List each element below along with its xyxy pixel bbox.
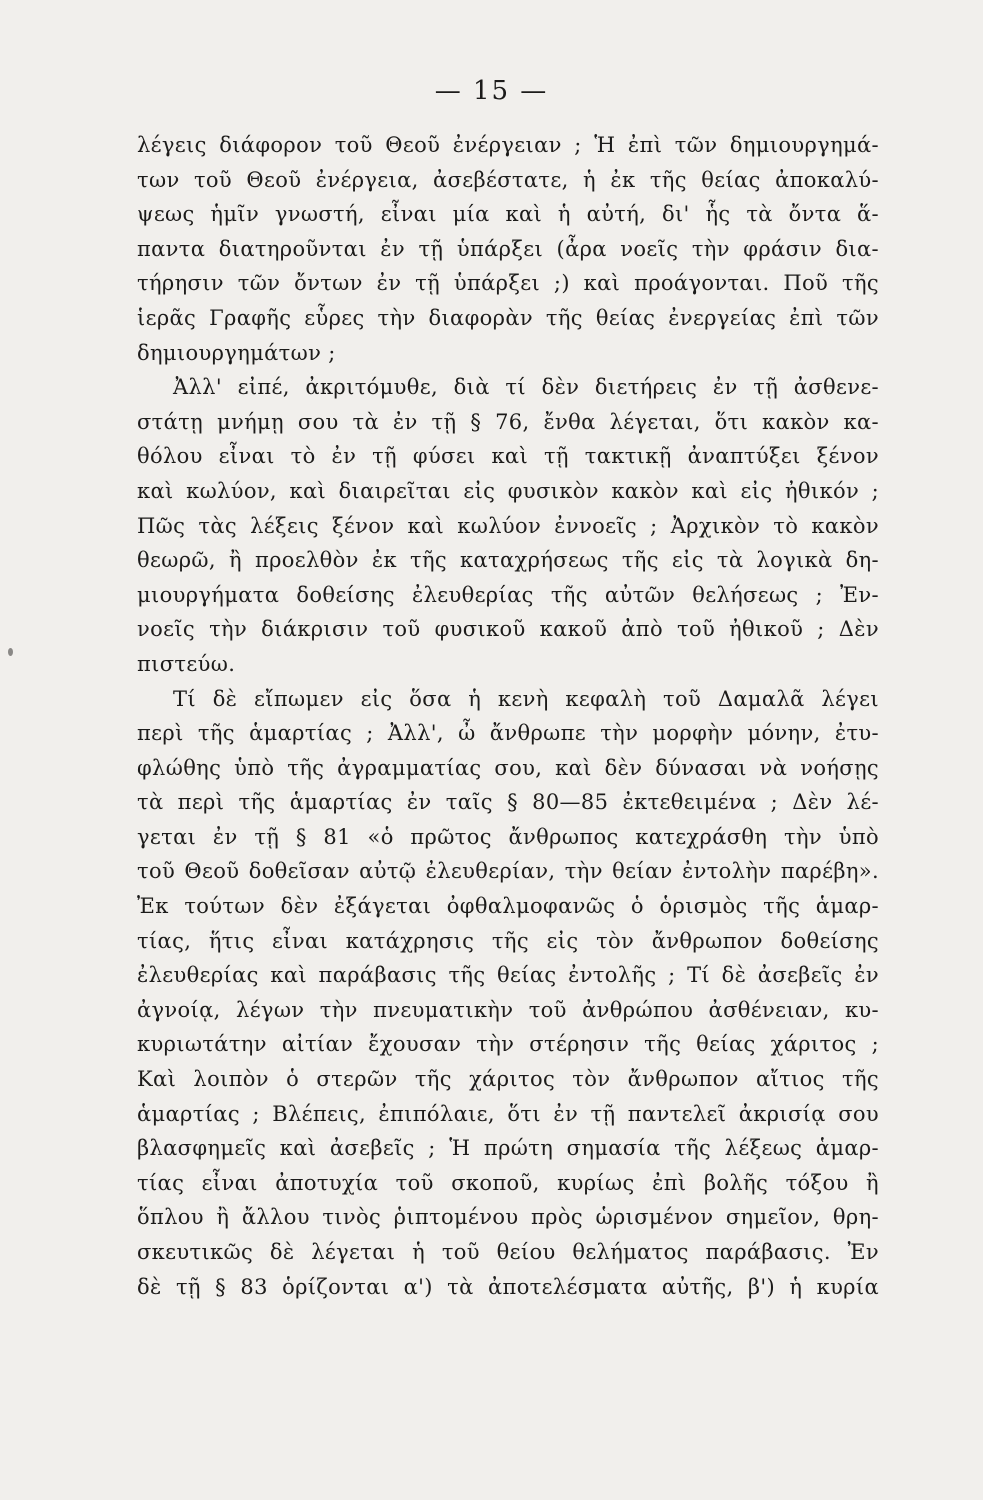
text-line: ὅπλου ἢ ἄλλου τινὸς ῥιπτομένου πρὸς ὡρισμένον σημεῖον, θρη- xyxy=(137,1205,879,1230)
text-line: ψεως ἡμῖν γνωστή, εἶναι μία καὶ ἡ αὐτή, δι' ἧς τὰ ὄντα ἅ- xyxy=(137,202,879,227)
text-line: τὰ περὶ τῆς ἁμαρτίας ἐν ταῖς § 80—85 ἐκτεθειμένα ; Δὲν λέ- xyxy=(137,790,879,815)
text-line: τήρησιν τῶν ὄντων ἐν τῇ ὑπάρξει ;) καὶ προάγονται. Ποῦ τῆς xyxy=(137,271,879,296)
text-line: των τοῦ Θεοῦ ἐνέργεια, ἀσεβέστατε, ἡ ἐκ τῆς θείας ἀποκαλύ- xyxy=(137,167,879,192)
text-line: Ἀλλ' εἰπέ, ἀκριτόμυθε, διὰ τί δὲν διετήρεις ἐν τῇ ἀσθενε- xyxy=(173,375,879,400)
text-line: ἐλευθερίας καὶ παράβασις τῆς θείας ἐντολῆς ; Τί δὲ ἀσεβεῖς ἐν xyxy=(137,963,879,988)
body-text xyxy=(137,128,879,1304)
text-line: μιουργήματα δοθείσης ἐλευθερίας τῆς αὐτῶν θελήσεως ; Ἐν- xyxy=(137,582,879,607)
text-line: τοῦ Θεοῦ δοθεῖσαν αὐτῷ ἐλευθερίαν, τὴν θείαν ἐντολὴν παρέβη». xyxy=(137,859,879,884)
text-line: περὶ τῆς ἁμαρτίας ; Ἀλλ', ὦ ἄνθρωπε τὴν μορφὴν μόνην, ἐτυ- xyxy=(137,721,879,746)
text-line: γεται ἐν τῇ § 81 «ὁ πρῶτος ἄνθρωπος κατεχράσθη τὴν ὑπὸ xyxy=(137,824,879,849)
text-line: καὶ κωλύον, καὶ διαιρεῖται εἰς φυσικὸν κακὸν καὶ εἰς ἠθικόν ; xyxy=(137,478,879,503)
text-line: κυριωτάτην αἰτίαν ἔχουσαν τὴν στέρησιν τῆς θείας χάριτος ; xyxy=(137,1032,879,1057)
text-line: δημιουργημάτων ; xyxy=(137,340,336,365)
text-line: λέγεις διάφορον τοῦ Θεοῦ ἐνέργειαν ; Ἡ ἐπὶ τῶν δημιουργημά- xyxy=(137,133,879,157)
text-line: τίας εἶναι ἀποτυχία τοῦ σκοποῦ, κυρίως ἐπὶ βολῆς τόξου ἢ xyxy=(137,1170,879,1195)
text-line: Τί δὲ εἴπωμεν εἰς ὅσα ἡ κενὴ κεφαλὴ τοῦ Δαμαλᾶ λέγει xyxy=(173,686,879,711)
text-line: Ἐκ τούτων δὲν ἐξάγεται ὀφθαλμοφανῶς ὁ ὁρισμὸς τῆς ἁμαρ- xyxy=(137,894,879,919)
text-line: δὲ τῇ § 83 ὁρίζονται α') τὰ ἀποτελέσματα αὐτῆς, β') ἡ κυρία xyxy=(137,1274,879,1299)
page-number: — 15 — xyxy=(434,76,549,106)
text-line: σκευτικῶς δὲ λέγεται ἡ τοῦ θείου θελήματος παράβασις. Ἐν xyxy=(137,1240,879,1264)
text-line: βλασφημεῖς καὶ ἀσεβεῖς ; Ἡ πρώτη σημασία τῆς λέξεως ἁμαρ- xyxy=(137,1136,879,1161)
text-line: πιστεύω. xyxy=(137,651,236,676)
text-line: νοεῖς τὴν διάκρισιν τοῦ φυσικοῦ κακοῦ ἀπὸ τοῦ ἠθικοῦ ; Δὲν xyxy=(137,617,879,642)
ink-speck xyxy=(8,648,13,656)
text-line: τίας, ἥτις εἶναι κατάχρησις τῆς εἰς τὸν ἄνθρωπον δοθείσης xyxy=(137,928,879,953)
text-line: ἁμαρτίας ; Βλέπεις, ἐπιπόλαιε, ὅτι ἐν τῇ παντελεῖ ἀκρισίᾳ σου xyxy=(137,1101,879,1126)
text-line: στάτῃ μνήμῃ σου τὰ ἐν τῇ § 76, ἔνθα λέγεται, ὅτι κακὸν κα- xyxy=(137,409,879,434)
text-line: θεωρῶ, ἢ προελθὸν ἐκ τῆς καταχρήσεως τῆς εἰς τὰ λογικὰ δη- xyxy=(137,548,879,573)
text-line: φλώθης ὑπὸ τῆς ἀγραμματίας σου, καὶ δὲν δύνασαι νὰ νοήσῃς xyxy=(137,755,879,780)
text-line: ἀγνοίᾳ, λέγων τὴν πνευματικὴν τοῦ ἀνθρώπου ἀσθένειαν, κυ- xyxy=(137,997,879,1022)
text-line: παντα διατηροῦνται ἐν τῇ ὑπάρξει (ἆρα νοεῖς τὴν φράσιν δια- xyxy=(137,236,879,261)
text-line: ἱερᾶς Γραφῆς εὗρες τὴν διαφορὰν τῆς θείας ἐνεργείας ἐπὶ τῶν xyxy=(137,305,879,330)
text-line: Πῶς τὰς λέξεις ξένον καὶ κωλύον ἐννοεῖς ; Ἀρχικὸν τὸ κακὸν xyxy=(137,513,879,538)
text-line: Καὶ λοιπὸν ὁ στερῶν τῆς χάριτος τὸν ἄνθρωπον αἴτιος τῆς xyxy=(137,1067,879,1092)
text-line: θόλου εἶναι τὸ ἐν τῇ φύσει καὶ τῇ τακτικῇ ἀναπτύξει ξένον xyxy=(137,444,879,469)
